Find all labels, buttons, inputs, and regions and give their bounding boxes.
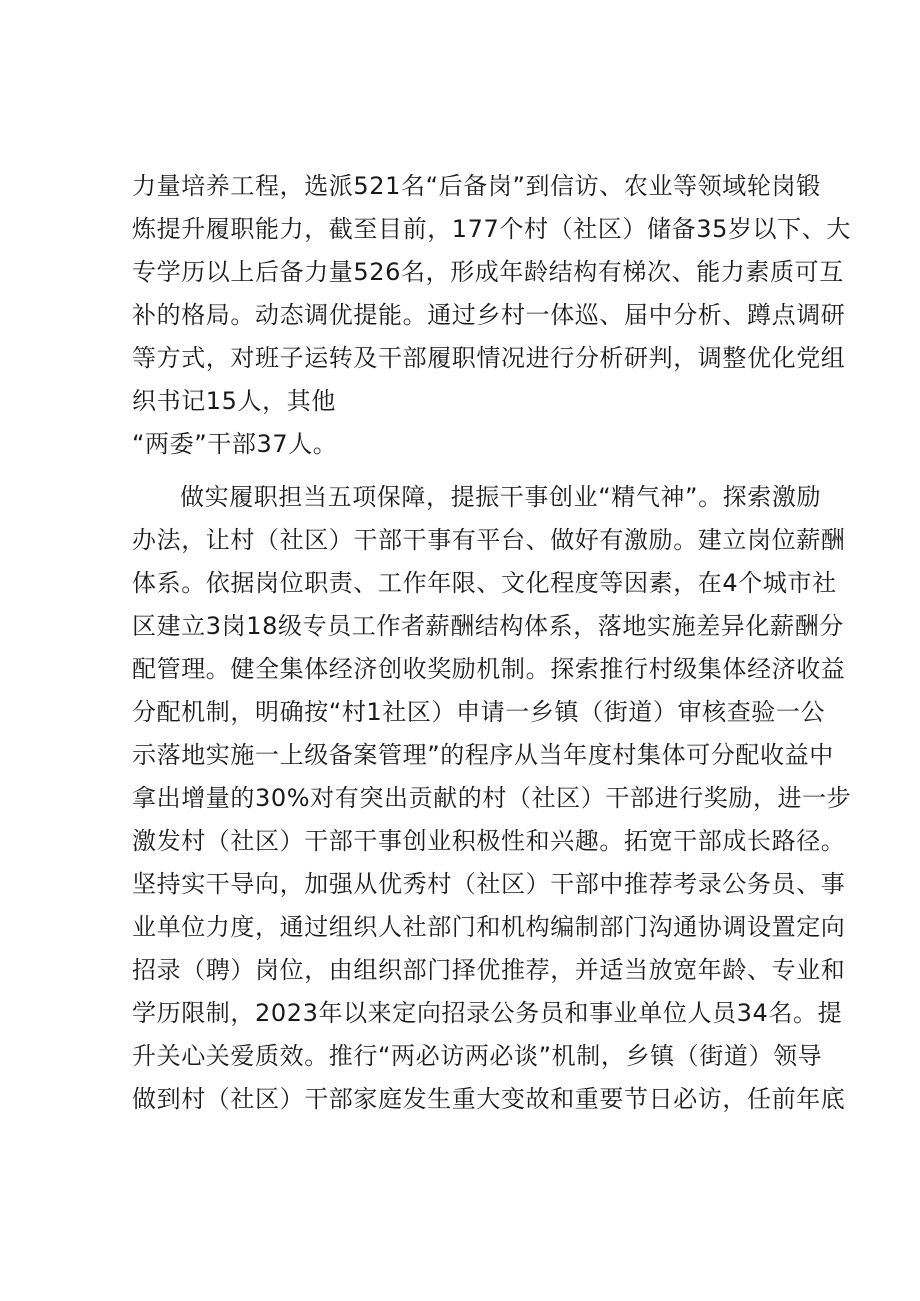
paragraph-2-line-11: 业单位力度，通过组织人社部门和机构编制部门沟通协调设置定向 <box>132 913 846 941</box>
paragraph-2-line-2: 办法，让村（社区）干部干事有平台、做好有激励。建立岗位薪酬 <box>132 526 846 554</box>
paragraph-1-line-4: 补的格局。动态调优提能。通过乡村一体巡、届中分析、蹲点调研 <box>132 301 846 329</box>
paragraph-2-line-9: 激发村（社区）干部干事创业积极性和兴趣。拓宽干部成长路径。 <box>132 827 846 855</box>
paragraph-1-line-3: 专学历以上后备力量526名，形成年龄结构有梯次、能力素质可互 <box>132 258 844 286</box>
paragraph-2-line-5: 配管理。健全集体经济创收奖励机制。探索推行村级集体经济收益 <box>132 655 846 683</box>
paragraph-2-line-15: 做到村（社区）干部家庭发生重大变故和重要节日必访，任前年底 <box>132 1085 846 1113</box>
paragraph-1-line-1: 力量培养工程，选派521名“后备岗”到信访、农业等领域轮岗锻 <box>132 172 821 200</box>
paragraph-1-line-6: 织书记15人，其他 <box>132 387 336 415</box>
paragraph-2-line-12: 招录（聘）岗位，由组织部门择优推荐，并适当放宽年龄、专业和 <box>132 956 846 984</box>
paragraph-1-line-5: 等方式，对班子运转及干部履职情况进行分析研判，调整优化党组 <box>132 344 846 372</box>
paragraph-2-line-13: 学历限制，2023年以来定向招录公务员和事业单位人员34名。提 <box>132 999 843 1027</box>
paragraph-2-line-4: 区建立3岗18级专员工作者薪酬结构体系，落地实施差异化薪酬分 <box>132 612 844 640</box>
paragraph-1-line-7: “两委”干部37人。 <box>132 430 338 458</box>
paragraph-2-line-14: 升关心关爱质效。推行“两必访两必谈”机制，乡镇（街道）领导 <box>132 1042 823 1070</box>
paragraph-2-line-10: 坚持实干导向，加强从优秀村（社区）干部中推荐考录公务员、事 <box>132 870 846 898</box>
paragraph-2-line-7: 示落地实施一上级备案管理”的程序从当年度村集体可分配收益中 <box>132 741 834 769</box>
paragraph-2-line-6: 分配机制，明确按“村1社区）申请一乡镇（街道）审核查验一公 <box>132 698 826 726</box>
paragraph-1-line-2: 炼提升履职能力，截至目前，177个村（社区）储备35岁以下、大 <box>132 215 851 243</box>
paragraph-2-line-3: 体系。依据岗位职责、工作年限、文化程度等因素，在4个城市社 <box>132 569 837 597</box>
paragraph-2-line-1: 做实履职担当五项保障，提振干事创业“精气神”。探索激励 <box>180 483 822 511</box>
paragraph-2-line-8: 拿出增量的30%对有突出贡献的村（社区）干部进行奖励，进一步 <box>132 784 852 812</box>
